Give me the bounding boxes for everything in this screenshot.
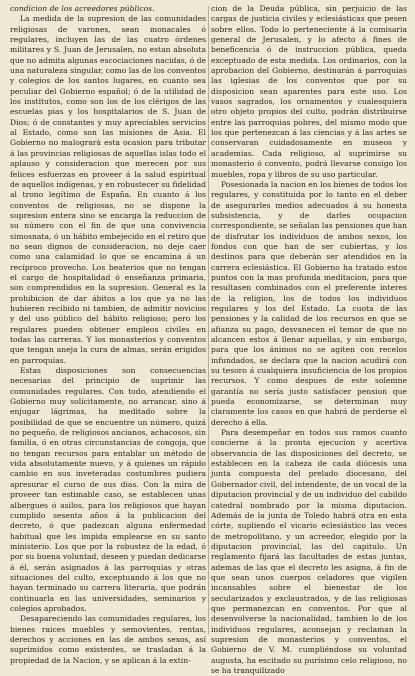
column-divider [208, 6, 209, 634]
right-paragraph-2: Posesionada la nacion en los bienes de todos los regulares, y constituida por lo tanto en el deber de asegurarles medios adecuados á su honesta subsistencia, y de darles ocupacion correspondiente, se señalan las pensiones que han de disfrutar los individuos de ambos sexos, los fondos con que han de ser cubiertas, y los destinos para que deberán ser atendidos en la carrera eclesiástica. El Gobierno ha tratado estos puntos con la mas profunda meditacion, para que resultasen combinados con el preferente interes de la religion, los de todos los individuos regulares y los del Estado. La cuota de las pensiones y la calidad de los recursos en que se afianza su pago, desvanecen el temor de que no alcancen estos á llenar aquellas, y sin embargo, para que los ánimos no se agiten con recelos infundados, se declara que la nacion acudirá con su tesoro á cualquiera insuficiencia de los propios recursos. Y como despues de este solemne garantía no sería justo satisfacer pension que pueda economizarse, se determinan muy claramente los casos en que habrá de perderse el derecho á ella. [211, 179, 407, 427]
right-column [211, 4, 407, 675]
left-paragraph-2: Estas disposiciones son consecuencias necesarias del principio de suprimir las comunidades regulares. Con todo, atendiendo el Gobierno muy solícitamente, no arrancar, sino á enjugar lágrimas, ha meditado sobre la posibilidad de que se encuentre un número, quizá no pequeño, de religiosos ancianos, achacosos, sin familia, ó en otras circunstancias de congoja, que no tengan recursos para entablar un método de vida absolutamente nuevo, y á quienes un rápido cambio en sus inveteradas costumbres pudiera apresurar el curso de sus dias. Con la mira de proveer tan estimable caso, se establecen unas albergues ó asilos, para los religiosos que hayan cumplido sesenta años á la publicacion del decreto, ó que padezcan alguna enfermedad habitual que les impida emplearse en su santo ministerio. Los que por la robustez de la edad, ó por su buena voluntad, deseen y puedan dedicarse á él, serán asignados á las parroquias y otras situaciones del culto, exceptuando á los que no hayan terminado su carrera literaria, que podrán continuarla en las universidades, seminarios y colegios aprobados. [10, 366, 206, 613]
right-paragraph-3: Para desempeñar en todos sus ramos cuanto concierne á la pronta ejecucion y acertiva observancia de las disposiciones del decreto, se establecen en la cabeza de cada diócesis una junta compuesta del prelado diocesano, del Gobernador civil, del intendente, de un vocal de la diputacion provincial y de un individuo del cabildo catedral nombrado por la misma diputacion. Además de la junta de Toledo habrá otra en esta córte, supliendo el vicario eclesiástico las veces de metropolitano, y un acreedor, elegido por la diputacion provincial, las del capitulo. Un reglamento fijará las facultades de estas juntas, ademas de las que el decreto les asigna, á fin de que sean unos cuerpos celadores que vigilen incansables sobre el bienestar de los secularizados y exclaustrados, y de las religiosas que permanezcan en conventos. Por que al desenvolverse la nacionalidad, tambien lo de los individuos regulares, aconsejan y reclaman la supresion de monasterios y conventos, el Gobierno de V. M. cumpliéndose su voluntad augusta, ha escitado su purísimo celo religioso, no se ha tranquilizado [211, 428, 407, 675]
left-column-heading: condicion de los acreedores públicos. [10, 4, 155, 13]
left-column [10, 4, 206, 665]
right-paragraph-1: cion de la Deuda pública, sin perjuicio de las cargas de justicia civiles y eclesiásticas que pesen sobre ellos. Todo lo perteneciente á la comisaria general de Jerusalen, y lo afecto á fines de beneficencia ó de instruccion pública, queda exceptuado de esta medida. Los ordinarios, con la aprobacion del Gobierno, destinarán á parroquias las iglesias de los conventos que por su disposicion sean aparentes para este uso. Los vasos sagrados, los ornamentos y cualesquiera otro objeto propios del culto, podrán distribuirse entre las parroquias pobres, del mismo modo que los que pertenezcan á las ciencias y á las artes se conservaran cuidadosamente en museos y academias. Cada religioso, al suprimirse su monasterio ó convento, podrá llevarse consigo los muebles, ropa y libros de su uso particular. [211, 4, 407, 179]
left-paragraph-3: Desapareciendo las comunidades regulares, los bienes raices muebles y semovientes, rentas, derechos y acciones en las de ambos sexos, así suprimidos como existentes, se trasladan á la propiedad de la Nacion, y se aplican á la extin- [10, 614, 206, 665]
left-paragraph-1: La medida de la supresion de las comunidades religiosas de varones, sean monacales ó regulares, incluyen las de las cuatro órdenes militares y S. Juan de Jerusalen, no estan absoluta que no admita algunas escociaciones nacidas, ó de una naturaleza singular, como las de los conventos y colegios de los santos lugares, en cuanto sea peculiar del Gobierno español; ó de la utilidad de los institutos, como son los de los clérigos de las escuelas pias y los hospitalarios de S. Juan de Dios; ó de constantes y muy apreciables servicios al Estado, como son las misiones de Asia. El Gobierno no malograrà esta ocasion para tributar á las provincias religiosas de aquellas islas todo el aplauso y consideracion que merecen por sus felices esfuerzas en proveer á la salud espiritual de aquellos indígenas, y en robustecer su fidelidad al trono legítimo de España. En cuanto á los conventos de religiosas, no se dispone la supresion entera sino se encarga la reduccion de su número con el fin de que una convivencia simosnata, ó un hábito embejecido en el retiro que no sean dignos de consideracion, no deje caer como una calamidad lo que se encamina á un recíproco provecho. Los beaterios que no tengan el cargo de hospitalidad ó enseñanza primaria, son comprendidos en la supresion. General es la prohibicion de dar ábitos a los que ya no las hubieren recibido ni tambien, de admitir novicios y del uso público del hábito religioso; pero los regulares pueden obtener empleos civiles en todas las carreras. Y los monasterios y conventos que tengan aneja la cura de almas, serán erigidos en parroquias. [10, 14, 206, 365]
text-columns [10, 4, 407, 675]
